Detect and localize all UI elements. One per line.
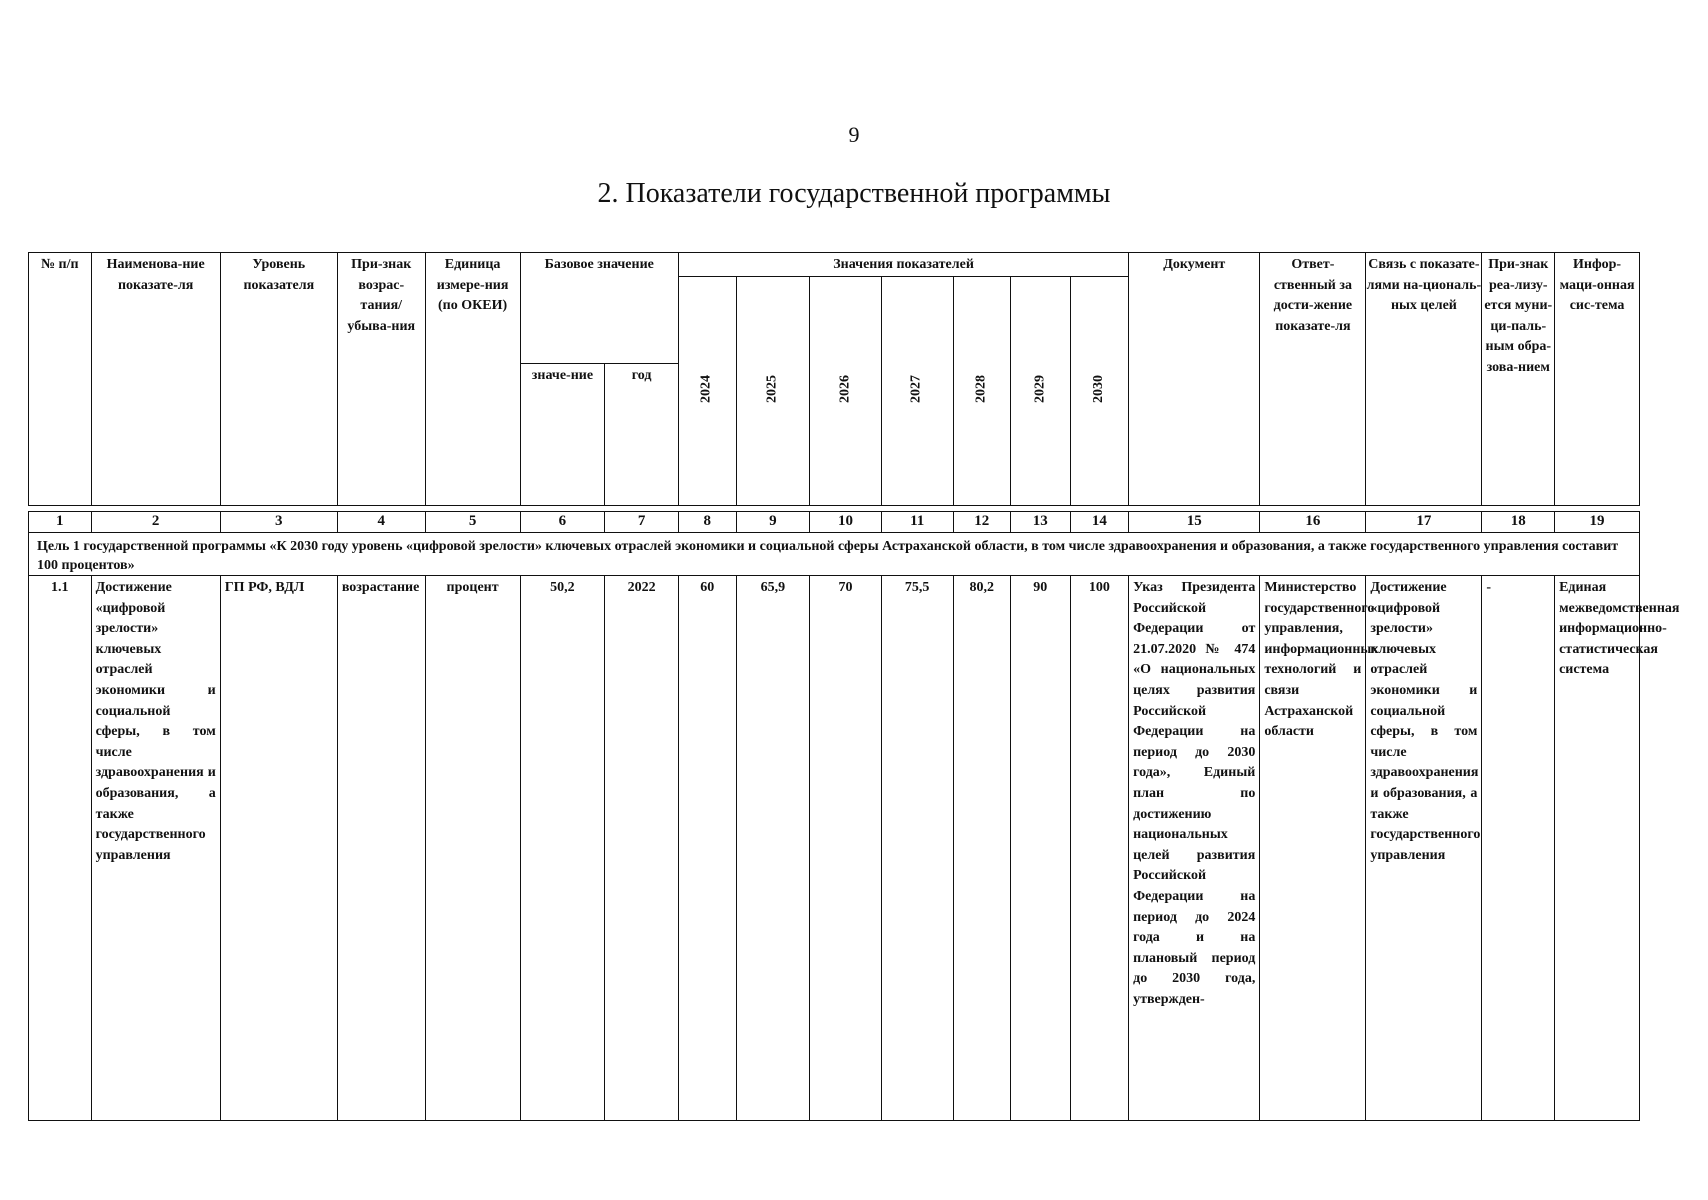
column-number: 17 [1366, 512, 1482, 533]
row-value-2027: 75,5 [881, 576, 953, 1121]
column-numbers-row [29, 512, 1640, 533]
table-row [29, 576, 1640, 1121]
header-values-group: Значения показателей [678, 253, 1128, 277]
header-unit: Единица измере-ния (по ОКЕИ) [425, 253, 520, 506]
row-value-2025: 65,9 [736, 576, 810, 1121]
header-number: № п/п [29, 253, 92, 506]
header-year-2029: 2029 [1011, 276, 1071, 505]
column-number: 2 [91, 512, 220, 533]
indicators-table-body [28, 511, 1680, 1121]
row-direction: возрастание [337, 576, 425, 1121]
header-indicator-name: Наименова-ние показате-ля [91, 253, 220, 506]
row-value-2026: 70 [810, 576, 882, 1121]
header-direction: При-знак возрас-тания/ убыва-ния [337, 253, 425, 506]
header-indicator-level: Уровень показателя [220, 253, 337, 506]
indicators-table-header [28, 252, 1640, 506]
column-number: 15 [1129, 512, 1260, 533]
document-title: 2. Показатели государственной программы [597, 178, 1111, 209]
row-value-2030: 100 [1070, 576, 1129, 1121]
header-info-system: Инфор-маци-онная сис-тема [1555, 253, 1640, 506]
header-responsible: Ответ-ственный за дости-жение показате-ля [1260, 253, 1366, 506]
row-value-2028: 80,2 [953, 576, 1011, 1121]
header-municipal: При-знак реа-лизу-ется муни-ци-паль-ным обра-зова-нием [1482, 253, 1555, 506]
header-year-2026: 2026 [810, 276, 882, 505]
goal-row: Цель 1 государственной программы «К 2030 году уровень «цифровой зрелости» ключевых отраслей экономики и социальной сферы Астраханской области, в том числе здравоохранения и образования, а также государственного управления составит 100 процентов» [29, 533, 1640, 576]
header-year-2027: 2027 [881, 276, 953, 505]
header-base-year: год [605, 363, 679, 505]
row-number: 1.1 [29, 576, 92, 1121]
row-base-year: 2022 [605, 576, 679, 1121]
header-year-2030: 2030 [1070, 276, 1129, 505]
row-national-goal-link: Достижение «цифровой зрелости» ключевых отраслей экономики и социальной сферы, в том числе здравоохранения и образования, а также государственного управления [1366, 576, 1482, 1121]
row-municipal: - [1482, 576, 1555, 1121]
column-number: 6 [520, 512, 605, 533]
row-value-2024: 60 [678, 576, 736, 1121]
column-number: 19 [1555, 512, 1640, 533]
header-national-goals: Связь с показате-лями на-циональ-ных целей [1366, 253, 1482, 506]
column-number: 11 [881, 512, 953, 533]
column-number: 12 [953, 512, 1011, 533]
column-number: 18 [1482, 512, 1555, 533]
header-year-2025: 2025 [736, 276, 810, 505]
column-number: 4 [337, 512, 425, 533]
column-number: 9 [736, 512, 810, 533]
column-number: 5 [425, 512, 520, 533]
row-base-value: 50,2 [520, 576, 605, 1121]
row-unit: процент [425, 576, 520, 1121]
page-number: 9 [848, 122, 860, 147]
row-value-2029: 90 [1011, 576, 1071, 1121]
header-base-group: Базовое значение [520, 253, 678, 364]
row-document: Указ Президента Российской Федерации от 21.07.2020 № 474 «О национальных целях развития Российской Федерации на период до 2030 года», Единый план по достижению национальных целей развития Российской Федерации на период до 2024 года и на плановый период до 2030 года, утвержден- [1129, 576, 1260, 1121]
header-year-2024: 2024 [678, 276, 736, 505]
column-number: 7 [605, 512, 679, 533]
row-info-system: Единая межведомственная информационно-статистическая система [1555, 576, 1640, 1121]
column-number: 16 [1260, 512, 1366, 533]
column-number: 8 [678, 512, 736, 533]
header-base-value: значе-ние [520, 363, 605, 505]
column-number: 13 [1011, 512, 1071, 533]
row-indicator-name: Достижение «цифровой зрелости» ключевых отраслей экономики и социальной сферы, в том числе здравоохранения и образования, а также государственного управления [91, 576, 220, 1121]
column-number: 14 [1070, 512, 1129, 533]
header-year-2028: 2028 [953, 276, 1011, 505]
column-number: 10 [810, 512, 882, 533]
column-number: 3 [220, 512, 337, 533]
column-number: 1 [29, 512, 92, 533]
row-indicator-level: ГП РФ, ВДЛ [220, 576, 337, 1121]
row-responsible: Министерство государственного управления, информационных технологий и связи Астраханской области [1260, 576, 1366, 1121]
header-document: Документ [1129, 253, 1260, 506]
